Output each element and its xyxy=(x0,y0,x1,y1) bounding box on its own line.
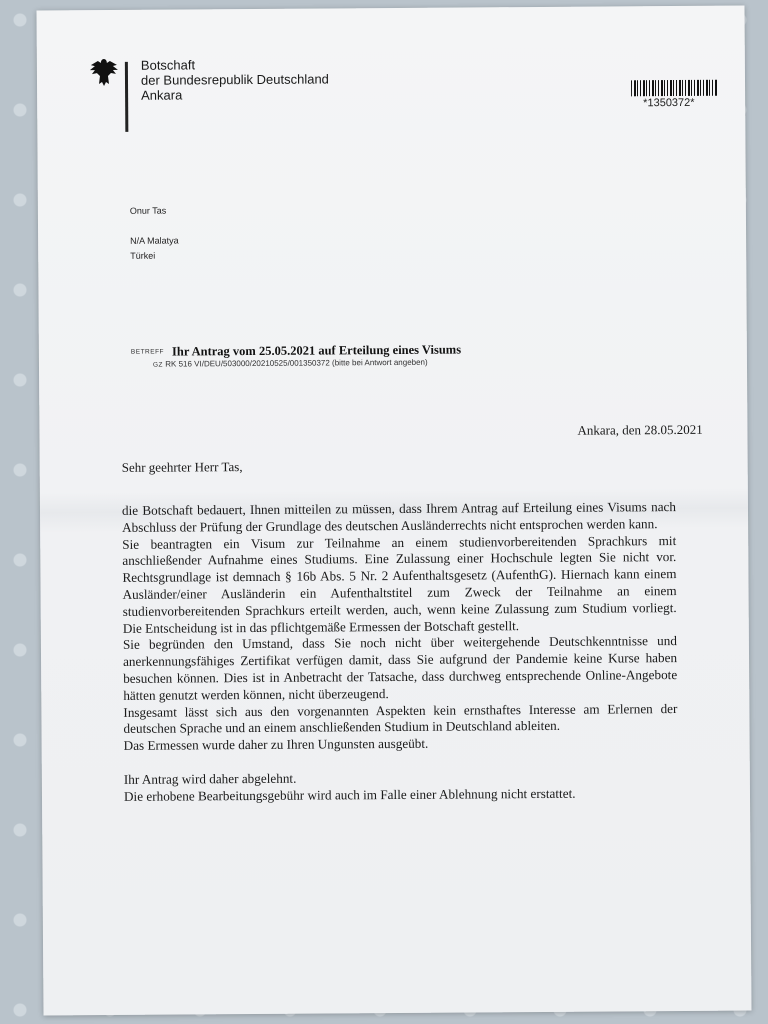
recipient-country: Türkei xyxy=(130,250,156,261)
letterhead-line: Ankara xyxy=(141,87,183,103)
letterhead xyxy=(141,56,329,102)
date-line: Ankara, den 28.05.2021 xyxy=(577,421,703,438)
paragraph: Die erhobene Bearbeitungsgebühr wird auch im Falle einer Ablehnung nicht erstattet. xyxy=(123,785,576,804)
reference-value: RK 516 VI/DEU/503000/20210525/001350372 (bitte bei Antwort angeben) xyxy=(165,357,428,369)
paragraph: Ihr Antrag wird daher abgelehnt. xyxy=(123,770,297,787)
paragraph: die Botschaft bedauert, Ihnen mitteilen zu müssen, dass Ihrem Antrag auf Erteilung eines Visums nach Abschluss der Prüfung der Grundlage des deutschen Ausländerrechts nicht entsprochen werden kann. xyxy=(121,499,677,535)
paragraph: Sie beantragten ein Visum zur Teilnahme an einem studienvorbereitenden Sprachkurs mit anschließender Aufnahme eines Studiums. Eine Zulassung einer Hochschule legten Sie nicht vor. Rechtsgrundlage ist demnach § 16b Abs. 5 Nr. 2 Aufenthaltsgesetz (AufenthG). Hiernach kann einem Ausländer/einer Ausländerin ein Aufenthaltstitel zum Zweck der Teilnahme an einem studienvorbereitenden Sprachkurs erteilt werden, auch, wenn keine Zulassung zum Studium vorliegt. Die Entscheidung ist in das pflichtgemäße Ermessen der Botschaft gestellt. xyxy=(122,532,677,636)
paragraph: Insgesamt lässt sich aus den vorgenannten Aspekten kein ernsthaftes Interesse am Erlernen der deutschen Sprache und an einem anschließenden Studium in Deutschland ableiten. xyxy=(123,700,678,737)
letterhead-line: Botschaft xyxy=(140,57,196,73)
paragraph: Sie begründen den Umstand, dass Sie noch nicht über weitergehende Deutschkenntnisse und anerkennungsfähiges Zertifikat verfügen damit, dass Sie aufgrund der Pandemie keine Kurse haben besuchen können. Dies ist in Anbetracht der Tatsache, dass durchweg entsprechende Online-Angebote hätten genutzt werden können, nicht überzeugend. xyxy=(122,633,678,703)
subject-label: BETREFF xyxy=(130,348,165,356)
recipient-city: N/A Malatya xyxy=(130,235,179,246)
letterhead-divider xyxy=(125,62,128,132)
federal-eagle-icon xyxy=(89,56,119,88)
paragraph: Das Ermessen wurde daher zu Ihren Ungunsten ausgeübt. xyxy=(123,735,429,754)
barcode xyxy=(631,80,717,97)
recipient-name: Onur Tas xyxy=(129,205,167,216)
letter-body xyxy=(122,499,678,805)
letter-page xyxy=(37,6,752,1016)
reference-line xyxy=(153,358,428,369)
salutation: Sehr geehrter Herr Tas, xyxy=(121,459,243,475)
recipient-address xyxy=(130,205,179,265)
subject-text: Ihr Antrag vom 25.05.2021 auf Erteilung eines Visums xyxy=(171,342,462,359)
reference-label: GZ xyxy=(152,361,164,369)
barcode-number: *1350372* xyxy=(643,96,695,110)
letterhead-line: der Bundesrepublik Deutschland xyxy=(140,71,329,88)
